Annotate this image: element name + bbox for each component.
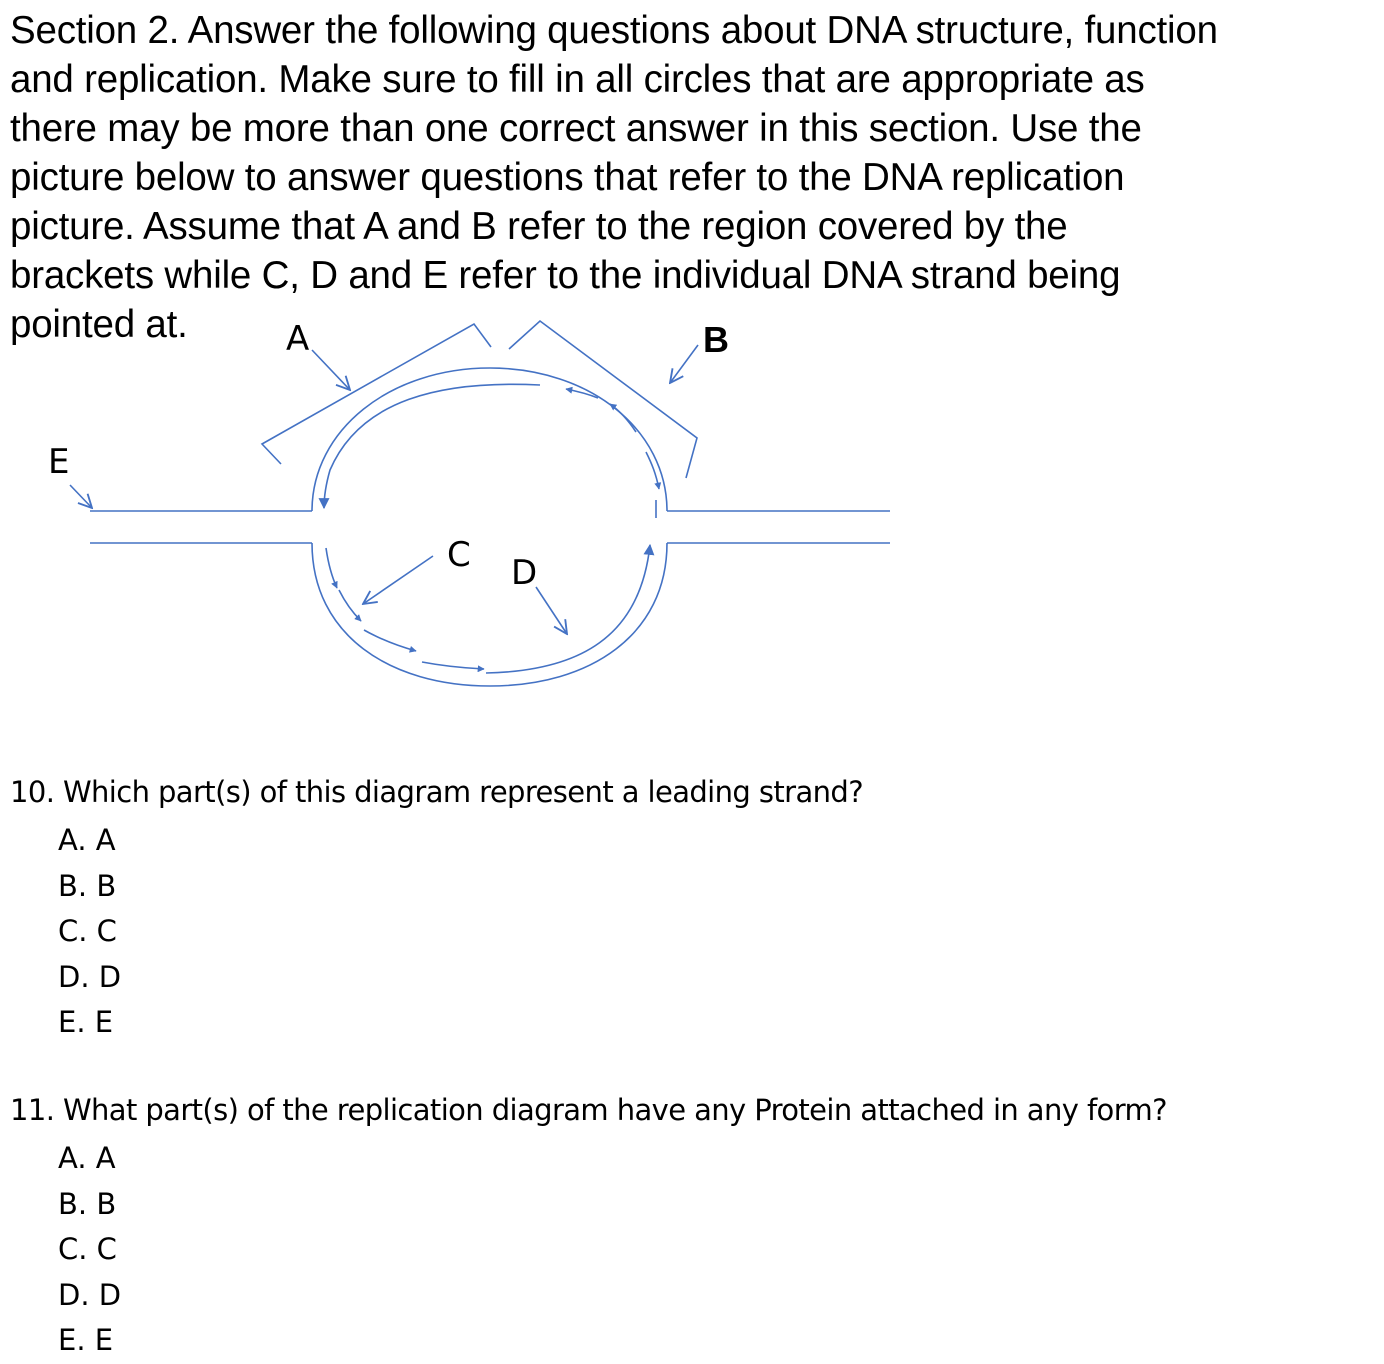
question-text: 11. What part(s) of the replication diagram have any Protein attached in any form?	[10, 1093, 1167, 1127]
instruction-line: brackets while C, D and E refer to the individual DNA strand being	[10, 254, 1121, 297]
instruction-line: Section 2. Answer the following questions about DNA structure, function	[10, 9, 1218, 52]
label-e: E	[48, 442, 70, 482]
question-10	[10, 774, 1370, 1046]
pointer-arrow-d	[536, 587, 567, 634]
okazaki-fragment	[339, 590, 361, 621]
instruction-line: picture below to answer questions that refer to the DNA replication	[10, 156, 1125, 199]
answer-option-a[interactable]: A. A	[58, 1141, 116, 1175]
answer-options	[10, 818, 1370, 1046]
label-d: D	[511, 553, 538, 593]
answer-option-b[interactable]: B. B	[58, 1186, 117, 1221]
answer-option-b[interactable]: B. B	[58, 868, 117, 903]
bubble-parental-bottom	[312, 543, 667, 686]
answer-option-c[interactable]: C. C	[58, 914, 117, 948]
answer-option-c[interactable]: C. C	[58, 1232, 117, 1266]
pointer-arrow-b	[670, 345, 698, 383]
top-leading-strand	[324, 384, 540, 508]
pointer-arrow-a	[312, 350, 350, 390]
label-a: A	[286, 319, 310, 359]
instruction-line: there may be more than one correct answer in this section. Use the	[10, 107, 1142, 150]
okazaki-fragment	[646, 452, 659, 489]
okazaki-fragment	[326, 548, 337, 588]
pointer-arrow-c	[363, 556, 433, 604]
answer-options	[10, 1136, 1370, 1364]
instruction-line: and replication. Make sure to fill in all circles that are appropriate as	[10, 58, 1145, 101]
okazaki-fragment	[364, 630, 416, 651]
label-c: C	[447, 535, 471, 575]
answer-option-d[interactable]: D. D	[58, 959, 122, 994]
instruction-line: picture. Assume that A and B refer to the region covered by the	[10, 205, 1068, 248]
question-text: 10. Which part(s) of this diagram represent a leading strand?	[10, 775, 863, 809]
bubble-parental-top	[312, 368, 667, 511]
label-b: B	[703, 319, 729, 360]
answer-option-e[interactable]: E. E	[58, 1323, 114, 1357]
okazaki-fragment	[422, 662, 484, 669]
answer-option-a[interactable]: A. A	[58, 823, 116, 857]
question-11	[10, 1092, 1370, 1364]
instruction-line: pointed at.	[10, 303, 188, 346]
answer-option-e[interactable]: E. E	[58, 1005, 114, 1039]
answer-option-d[interactable]: D. D	[58, 1277, 122, 1312]
pointer-arrow-e	[70, 485, 92, 508]
